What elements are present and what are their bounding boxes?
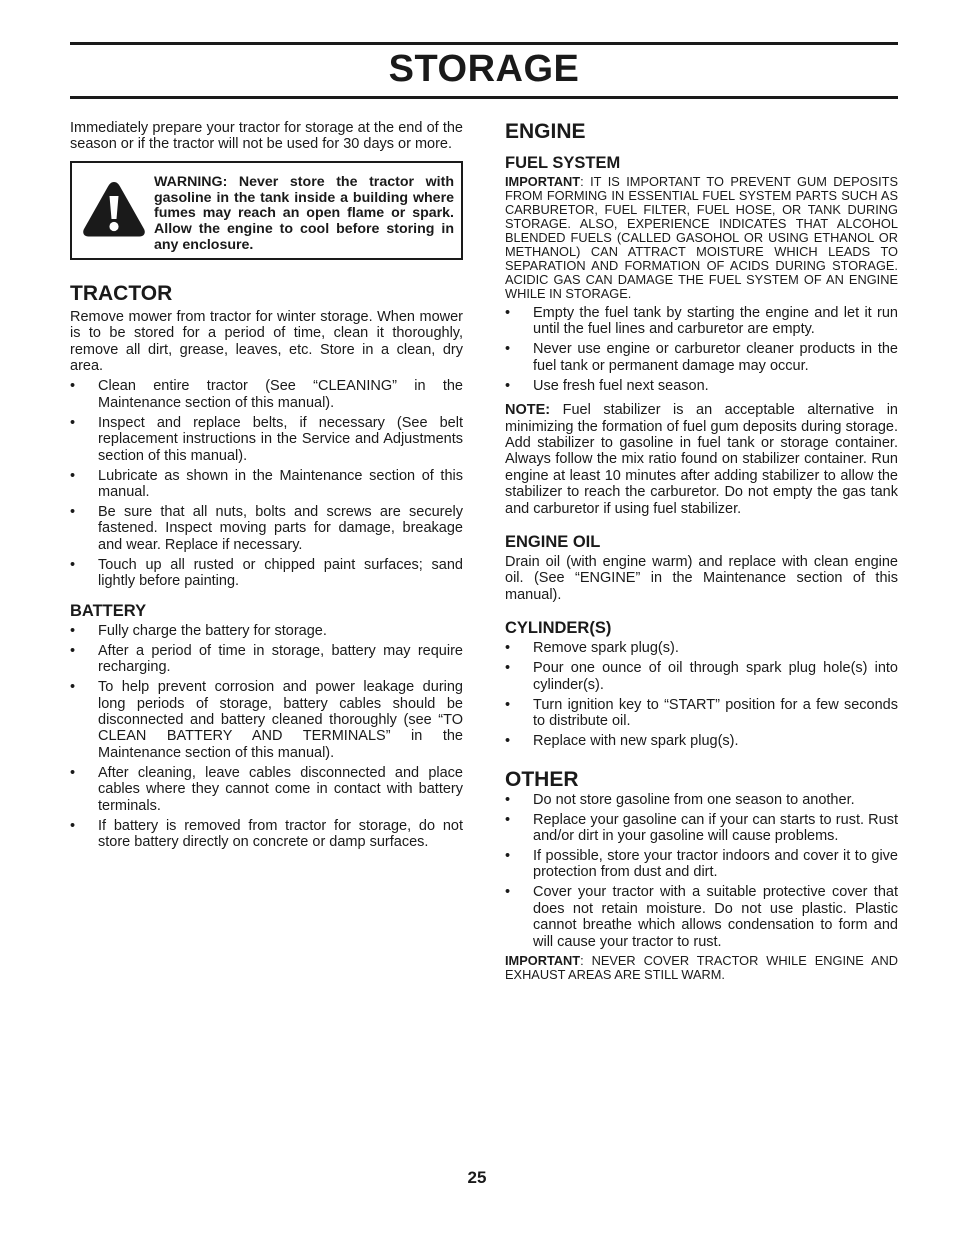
list-item: • Replace with new spark plug(s). bbox=[505, 733, 739, 750]
list-item: • Never use engine or carburetor cleaner products in the fuel tank or permanent damage may occur. bbox=[505, 341, 898, 374]
list-item: • Turn ignition key to “START” position for a few seconds to distribute oil. bbox=[505, 696, 898, 730]
list-item: • Empty the fuel tank by starting the engine and let it run until the fuel lines and carburetor are empty. bbox=[505, 305, 898, 338]
list-item: • After a period of time in storage, battery may require recharging. bbox=[70, 642, 463, 676]
list-item: • After cleaning, leave cables disconnected and place cables where they cannot come in contact with battery terminals. bbox=[70, 764, 463, 814]
battery-heading: BATTERY bbox=[70, 601, 147, 620]
left-column bbox=[70, 120, 463, 854]
intro-paragraph: Immediately prepare your tractor for storage at the end of the season or if the tractor will not be used for 30 days or more. bbox=[70, 120, 463, 153]
list-item: • Lubricate as shown in the Maintenance section of this manual. bbox=[70, 467, 463, 501]
page-title: STORAGE bbox=[388, 48, 580, 90]
list-item: • Pour one ounce of oil through spark plug hole(s) into cylinder(s). bbox=[505, 660, 898, 693]
list-item: • Cover your tractor with a suitable protective cover that does not retain moisture. Do not use plastic. Plastic cannot breathe which allows condensation to form and will cause your tractor to rust. bbox=[505, 884, 898, 950]
cylinders-heading: CYLINDER(S) bbox=[505, 619, 612, 638]
tractor-list bbox=[70, 378, 463, 589]
list-item: • Be sure that all nuts, bolts and screws are securely fastened. Inspect moving parts for damage, breakage and wear. Replace if necessary. bbox=[70, 504, 463, 553]
battery-list bbox=[70, 623, 463, 851]
title-rule-bottom bbox=[70, 96, 898, 99]
list-item: • Clean entire tractor (See “CLEANING” in the Maintenance section of this manual). bbox=[70, 378, 463, 411]
tractor-paragraph: Remove mower from tractor for winter storage. When mower is to be stored for a period of time, clean it thoroughly, remove all dirt, grease, leaves, etc. Store in a clean, dry area. bbox=[70, 308, 463, 375]
other-heading: OTHER bbox=[505, 767, 579, 791]
warning-text: WARNING: Never store the tractor with gasoline in the tank inside a building where fumes may reach an open flame or spark. Allow the engine to cool before storing in any enclosure. bbox=[154, 173, 454, 253]
engine-oil-heading: ENGINE OIL bbox=[505, 533, 601, 552]
engine-heading: ENGINE bbox=[505, 120, 586, 143]
fuel-system-heading: FUEL SYSTEM bbox=[505, 154, 621, 172]
fuel-important-note: IMPORTANT: IT IS IMPORTANT TO PREVENT GUM DEPOSITS FROM FORMING IN ESSENTIAL FUEL SYSTEM PARTS SUCH AS CARBURETOR, FUEL FILTER, FUEL HOSE, OR TANK DURING STORAGE. ALSO, EXPERIENCE INDICATES THAT ALCOHOL BLENDED FUELS (CALLED GASOHOL OR USING ETHANOL OR METHANOL) CAN ATTRACT MOISTURE WHICH LEADS TO SEPARATION AND FORMATION OF ACIDS DURING STORAGE. ACIDIC GAS CAN DAMAGE THE FUEL SYSTEM OF AN ENGINE WHILE IN STORAGE. bbox=[505, 174, 898, 301]
list-item: • Use fresh fuel next season. bbox=[505, 377, 709, 394]
list-item: • If battery is removed from tractor for storage, do not store battery directly on concrete or damp surfaces. bbox=[70, 817, 463, 850]
title-rule-top bbox=[70, 42, 898, 45]
warning-box bbox=[70, 161, 463, 260]
list-item: • Touch up all rusted or chipped paint surfaces; sand lightly before painting. bbox=[70, 556, 463, 590]
engine-oil-paragraph: Drain oil (with engine warm) and replace with clean engine oil. (See “ENGINE” in the Maintenance section of this manual). bbox=[505, 554, 898, 603]
list-item: • If possible, store your tractor indoors and cover it to give protection from dust and dirt. bbox=[505, 847, 898, 881]
fuel-system-list bbox=[505, 305, 898, 394]
list-item: • Fully charge the battery for storage. bbox=[70, 622, 327, 639]
other-important-note: IMPORTANT: NEVER COVER TRACTOR WHILE ENGINE AND EXHAUST AREAS ARE STILL WARM. bbox=[505, 952, 898, 982]
tractor-heading: TRACTOR bbox=[70, 281, 173, 305]
page-number: 25 bbox=[467, 1168, 487, 1187]
other-list bbox=[505, 792, 898, 950]
list-item: • Replace your gasoline can if your can starts to rust. Rust and/or dirt in your gasoline will cause problems. bbox=[505, 811, 898, 844]
right-column bbox=[505, 120, 898, 982]
cylinders-list bbox=[505, 640, 898, 749]
list-item: • Do not store gasoline from one season to another. bbox=[505, 791, 855, 808]
fuel-stabilizer-note: NOTE: Fuel stabilizer is an acceptable alternative in minimizing the formation of fuel gum deposits during storage. Add stabilizer to gasoline in fuel tank or storage container. Always follow the mix ratio found on stabilizer container. Run engine at least 10 minutes after adding stabilizer to allow the stabilizer to reach the carburetor. Do not empty the gas tank and carburetor if using fuel stabilizer. bbox=[505, 402, 898, 517]
list-item: • Remove spark plug(s). bbox=[505, 640, 679, 657]
list-item: • Inspect and replace belts, if necessary (See belt replacement instructions in the Service and Adjustments section of this manual). bbox=[70, 414, 463, 464]
exclamation-triangle-icon bbox=[81, 179, 147, 239]
list-item: • To help prevent corrosion and power leakage during long periods of storage, battery cables should be disconnected and battery cleaned thoroughly (see “TO CLEAN BATTERY AND TERMINALS” in the Maintenance section of this manual). bbox=[70, 679, 463, 761]
